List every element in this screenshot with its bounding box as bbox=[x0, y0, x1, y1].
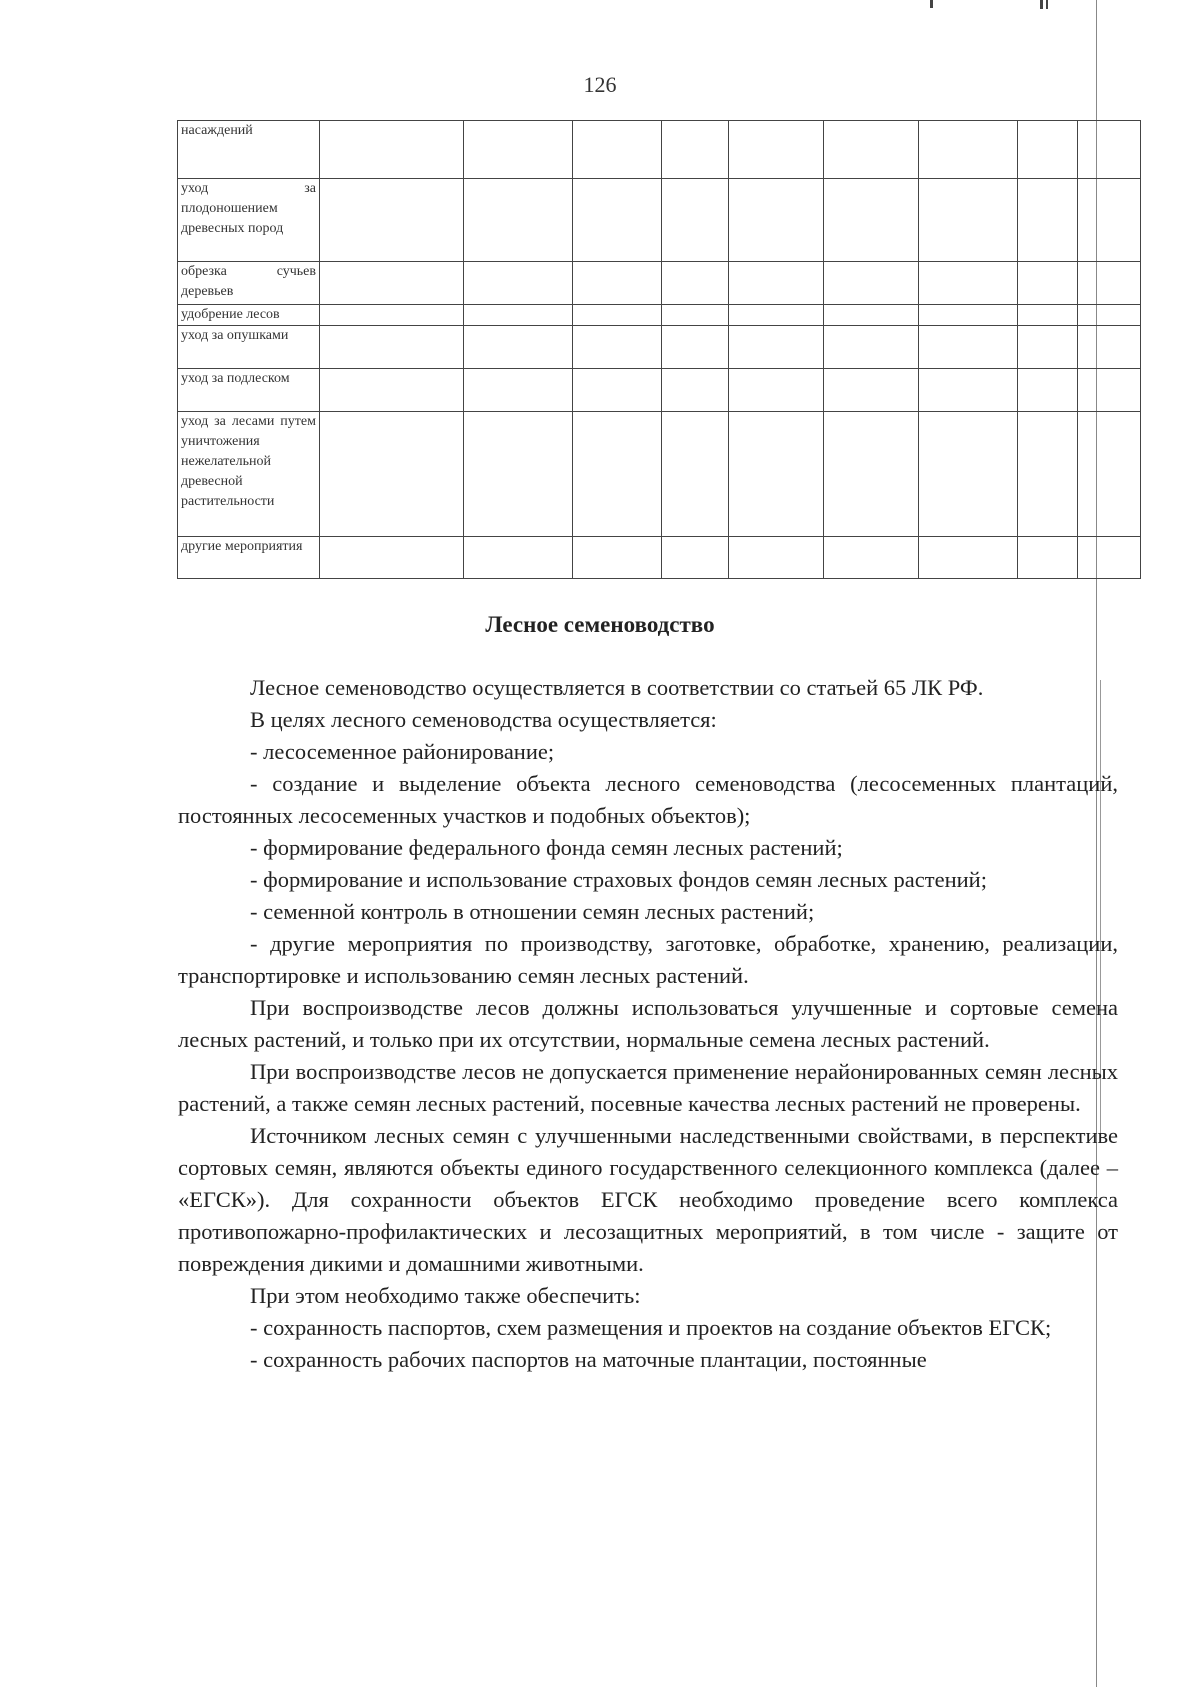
scan-mark bbox=[930, 0, 933, 8]
row-label: уход за подлеском bbox=[178, 369, 320, 412]
row-label: обрезка сучьев деревьев bbox=[178, 262, 320, 305]
list-item: - семенной контроль в отношении семян лесных растений; bbox=[250, 899, 815, 924]
list-item: - формирование и использование страховых фондов семян лесных растений; bbox=[250, 867, 987, 892]
paragraph: Лесное семеноводство осуществляется в соответствии со статьей 65 ЛК РФ. bbox=[250, 675, 984, 700]
row-label: насаждений bbox=[178, 121, 320, 179]
paragraph: При воспроизводстве лесов не допускается применение нерайонированных семян лесных растений, а также семян лесных растений, посевные качества лесных растений не проверены. bbox=[178, 1059, 1118, 1116]
table-row bbox=[178, 305, 1141, 326]
table-row bbox=[178, 326, 1141, 369]
page-number: 126 bbox=[583, 72, 617, 97]
scan-mark bbox=[1040, 0, 1043, 9]
paragraph: При воспроизводстве лесов должны использоваться улучшенные и сортовые семена лесных растений, и только при их отсутствии, нормальные семена лесных растений. bbox=[178, 995, 1118, 1052]
section-heading: Лесное семеноводство bbox=[485, 612, 715, 637]
row-label: уход за опушками bbox=[178, 326, 320, 369]
list-item: - формирование федерального фонда семян лесных растений; bbox=[250, 835, 843, 860]
scan-mark bbox=[1046, 0, 1048, 9]
activities-table bbox=[177, 120, 1141, 579]
row-label: уход за лесами путем уничтожения нежелательной древесной растительности bbox=[178, 412, 320, 537]
paragraph: Источником лесных семян с улучшенными наследственными свойствами, в перспективе сортовых семян, являются объекты единого государственного селекционного комплекса (далее – «ЕГСК»). Для сохранности объектов ЕГСК необходимо проведение всего комплекса противопожарно-профилактических и лесозащитных мероприятий, в том числе - защите от повреждения дикими и домашними животными. bbox=[178, 1123, 1118, 1276]
paragraph: При этом необходимо также обеспечить: bbox=[250, 1283, 641, 1308]
list-item: - другие мероприятия по производству, заготовке, обработке, хранению, реализации, транспортировке и использованию семян лесных растений. bbox=[178, 931, 1118, 988]
row-label: другие мероприятия bbox=[178, 537, 320, 579]
paragraph: В целях лесного семеноводства осуществляется: bbox=[250, 707, 717, 732]
row-label: уход за плодоношением древесных пород bbox=[178, 179, 320, 262]
list-item: - лесосеменное районирование; bbox=[250, 739, 555, 764]
table-row bbox=[178, 262, 1141, 305]
row-label: удобрение лесов bbox=[178, 305, 320, 326]
list-item: - сохранность паспортов, схем размещения и проектов на создание объектов ЕГСК; bbox=[250, 1315, 1052, 1340]
table-row bbox=[178, 179, 1141, 262]
section-body bbox=[178, 672, 1118, 1376]
table-row bbox=[178, 412, 1141, 537]
table-row bbox=[178, 121, 1141, 179]
list-item: - создание и выделение объекта лесного семеноводства (лесосеменных плантаций, постоянных лесосеменных участков и подобных объектов); bbox=[178, 771, 1118, 828]
list-item: - сохранность рабочих паспортов на маточные плантации, постоянные bbox=[250, 1347, 927, 1372]
table-row bbox=[178, 537, 1141, 579]
table-row bbox=[178, 369, 1141, 412]
